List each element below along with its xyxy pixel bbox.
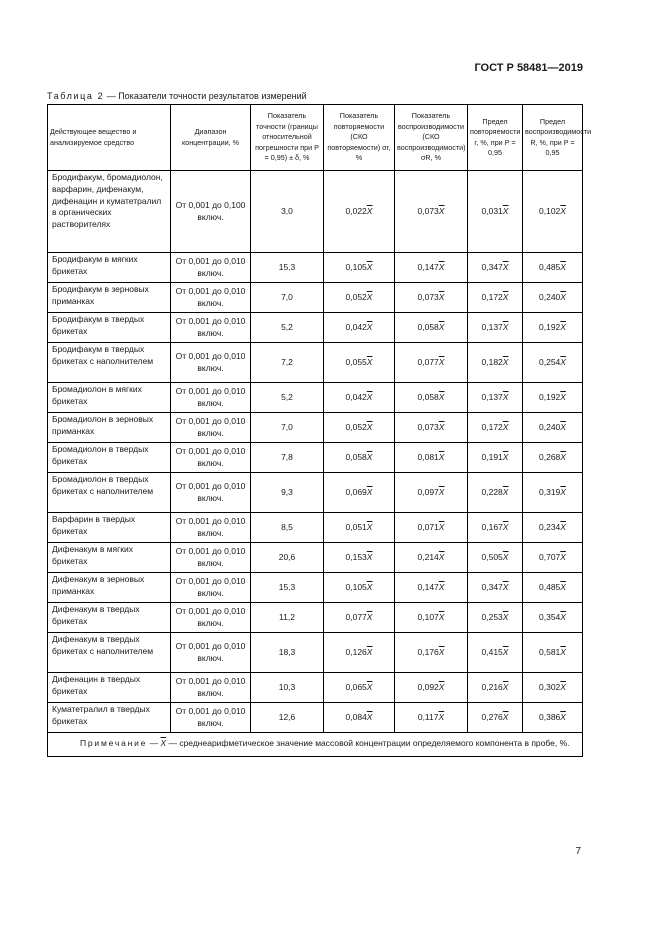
- r-cell: $0,276\overline{X}$: [468, 703, 523, 733]
- range-cell: От 0,001 до 0,010 включ.: [171, 473, 251, 513]
- range-cell: От 0,001 до 0,010 включ.: [171, 603, 251, 633]
- table-row: [48, 703, 583, 733]
- mean-symbol: $\overline{X}$: [502, 321, 509, 332]
- mean-symbol: $\overline{X}$: [438, 421, 445, 432]
- mean-symbol: $\overline{X}$: [560, 486, 566, 497]
- r-cell: $0,182\overline{X}$: [468, 343, 523, 383]
- mean-symbol: $\overline{X}$: [560, 261, 566, 272]
- sR-cell: $0,147\overline{X}$: [395, 253, 468, 283]
- table-row: [48, 473, 583, 513]
- delta-cell: 20,6: [251, 543, 324, 573]
- sr-cell: $0,084\overline{X}$: [324, 703, 395, 733]
- mean-symbol: $\overline{X}$: [366, 521, 373, 532]
- mean-symbol: $\overline{X}$: [502, 486, 509, 497]
- table-row: [48, 343, 583, 383]
- mean-symbol: $\overline{X}$: [366, 551, 373, 562]
- delta-cell: 10,3: [251, 673, 324, 703]
- r-cell: $0,415\overline{X}$: [468, 633, 523, 673]
- mean-symbol: $\overline{X}$: [502, 356, 509, 367]
- substance-cell: Дифенакум в мягких брикетах: [48, 543, 171, 573]
- mean-symbol: $\overline{X}$: [560, 321, 566, 332]
- sr-cell: $0,052\overline{X}$: [324, 413, 395, 443]
- R-cell: $0,240\overline{X}$: [523, 413, 583, 443]
- mean-symbol: $\overline{X}$: [438, 261, 445, 272]
- note-row: [48, 733, 583, 757]
- table-row: [48, 283, 583, 313]
- range-cell: От 0,001 до 0,010 включ.: [171, 283, 251, 313]
- sr-cell: $0,069\overline{X}$: [324, 473, 395, 513]
- delta-cell: 7,2: [251, 343, 324, 383]
- note-label: Примечание: [80, 738, 148, 748]
- R-cell: $0,485\overline{X}$: [523, 253, 583, 283]
- mean-symbol: $\overline{X}$: [502, 391, 509, 402]
- substance-cell: Дифенакум в твердых брикетах: [48, 603, 171, 633]
- mean-symbol: $\overline{X}$: [560, 711, 566, 722]
- sR-cell: $0,073\overline{X}$: [395, 413, 468, 443]
- sr-cell: $0,153\overline{X}$: [324, 543, 395, 573]
- delta-cell: 15,3: [251, 253, 324, 283]
- table-row: [48, 673, 583, 703]
- r-cell: $0,191\overline{X}$: [468, 443, 523, 473]
- mean-symbol: $\overline{X}$: [560, 205, 566, 216]
- sR-cell: $0,107\overline{X}$: [395, 603, 468, 633]
- r-cell: $0,216\overline{X}$: [468, 673, 523, 703]
- mean-symbol: $\overline{X}$: [502, 646, 509, 657]
- r-cell: $0,253\overline{X}$: [468, 603, 523, 633]
- column-header: Показатель воспроизводимости (СКО воспроизводимости) σR, %: [395, 105, 468, 171]
- r-cell: $0,172\overline{X}$: [468, 413, 523, 443]
- mean-symbol: $\overline{X}$: [502, 681, 509, 692]
- mean-symbol: $\overline{X}$: [438, 551, 445, 562]
- R-cell: $0,386\overline{X}$: [523, 703, 583, 733]
- range-cell: От 0,001 до 0,010 включ.: [171, 343, 251, 383]
- substance-cell: Бромадиолон в твердых брикетах с наполнителем: [48, 473, 171, 513]
- r-cell: $0,505\overline{X}$: [468, 543, 523, 573]
- table-row: [48, 253, 583, 283]
- mean-symbol: $\overline{X}$: [502, 551, 509, 562]
- delta-cell: 15,3: [251, 573, 324, 603]
- column-header: Диапазон концентрации, %: [171, 105, 251, 171]
- mean-symbol: $\overline{X}$: [366, 356, 373, 367]
- note-text: — среднеарифметическое значение массовой концентрации определяемого компонента в пробе, %.: [166, 738, 570, 748]
- table-row: [48, 513, 583, 543]
- mean-symbol: $\overline{X}$: [560, 551, 566, 562]
- mean-symbol: $\overline{X}$: [502, 711, 509, 722]
- R-cell: $0,192\overline{X}$: [523, 313, 583, 343]
- substance-cell: Варфарин в твердых брикетах: [48, 513, 171, 543]
- sR-cell: $0,097\overline{X}$: [395, 473, 468, 513]
- sR-cell: $0,176\overline{X}$: [395, 633, 468, 673]
- document-code: ГОСТ Р 58481—2019: [474, 62, 583, 74]
- mean-symbol: $\overline{X}$: [560, 611, 566, 622]
- delta-cell: 9,3: [251, 473, 324, 513]
- sr-cell: $0,077\overline{X}$: [324, 603, 395, 633]
- mean-symbol: $\overline{X}$: [366, 321, 373, 332]
- R-cell: $0,240\overline{X}$: [523, 283, 583, 313]
- sr-cell: $0,055\overline{X}$: [324, 343, 395, 383]
- mean-symbol: $\overline{X}$: [366, 261, 373, 272]
- substance-cell: Бродифакум в мягких брикетах: [48, 253, 171, 283]
- r-cell: $0,137\overline{X}$: [468, 313, 523, 343]
- mean-symbol: $\overline{X}$: [366, 205, 373, 216]
- table-row: [48, 573, 583, 603]
- mean-symbol: $\overline{X}$: [438, 711, 445, 722]
- table-note: Примечание — $\overline{X}$ — среднеарифметическое значение массовой концентрации определяемого компонента в пробе, %.: [48, 733, 583, 757]
- sR-cell: $0,147\overline{X}$: [395, 573, 468, 603]
- range-cell: От 0,001 до 0,010 включ.: [171, 313, 251, 343]
- substance-cell: Куматетралил в твердых брикетах: [48, 703, 171, 733]
- table-caption: [47, 91, 307, 101]
- range-cell: От 0,001 до 0,010 включ.: [171, 543, 251, 573]
- substance-cell: Дифенакум в зерновых приманках: [48, 573, 171, 603]
- sR-cell: $0,077\overline{X}$: [395, 343, 468, 383]
- delta-cell: 18,3: [251, 633, 324, 673]
- range-cell: От 0,001 до 0,100 включ.: [171, 171, 251, 253]
- mean-symbol: $\overline{X}$: [438, 391, 445, 402]
- sr-cell: $0,052\overline{X}$: [324, 283, 395, 313]
- mean-symbol: $\overline{X}$: [560, 451, 566, 462]
- R-cell: $0,254\overline{X}$: [523, 343, 583, 383]
- mean-symbol: $\overline{X}$: [366, 421, 373, 432]
- r-cell: $0,167\overline{X}$: [468, 513, 523, 543]
- sR-cell: $0,058\overline{X}$: [395, 383, 468, 413]
- substance-cell: Бродифакум в твердых брикетах: [48, 313, 171, 343]
- mean-symbol: $\overline{X}$: [502, 291, 509, 302]
- mean-symbol: $\overline{X}$: [502, 611, 509, 622]
- substance-cell: Бромадиолон в твердых брикетах: [48, 443, 171, 473]
- sr-cell: $0,042\overline{X}$: [324, 313, 395, 343]
- r-cell: $0,172\overline{X}$: [468, 283, 523, 313]
- delta-cell: 11,2: [251, 603, 324, 633]
- mean-symbol: $\overline{X}$: [366, 611, 373, 622]
- mean-symbol: $\overline{X}$: [502, 261, 509, 272]
- mean-symbol: $\overline{X}$: [160, 738, 167, 748]
- R-cell: $0,707\overline{X}$: [523, 543, 583, 573]
- R-cell: $0,485\overline{X}$: [523, 573, 583, 603]
- range-cell: От 0,001 до 0,010 включ.: [171, 633, 251, 673]
- sR-cell: $0,073\overline{X}$: [395, 171, 468, 253]
- sr-cell: $0,022\overline{X}$: [324, 171, 395, 253]
- mean-symbol: $\overline{X}$: [560, 421, 566, 432]
- sR-cell: $0,058\overline{X}$: [395, 313, 468, 343]
- delta-cell: 5,2: [251, 313, 324, 343]
- mean-symbol: $\overline{X}$: [438, 291, 445, 302]
- delta-cell: 7,8: [251, 443, 324, 473]
- table-row: [48, 313, 583, 343]
- r-cell: $0,137\overline{X}$: [468, 383, 523, 413]
- range-cell: От 0,001 до 0,010 включ.: [171, 703, 251, 733]
- table-row: [48, 603, 583, 633]
- mean-symbol: $\overline{X}$: [502, 521, 509, 532]
- mean-symbol: $\overline{X}$: [438, 681, 445, 692]
- sR-cell: $0,081\overline{X}$: [395, 443, 468, 473]
- page-number: 7: [575, 846, 581, 857]
- table-row: [48, 171, 583, 253]
- sr-cell: $0,126\overline{X}$: [324, 633, 395, 673]
- R-cell: $0,319\overline{X}$: [523, 473, 583, 513]
- delta-cell: 7,0: [251, 413, 324, 443]
- mean-symbol: $\overline{X}$: [366, 681, 373, 692]
- mean-symbol: $\overline{X}$: [438, 646, 445, 657]
- R-cell: $0,581\overline{X}$: [523, 633, 583, 673]
- delta-cell: 5,2: [251, 383, 324, 413]
- table-row: [48, 543, 583, 573]
- sR-cell: $0,092\overline{X}$: [395, 673, 468, 703]
- sr-cell: $0,065\overline{X}$: [324, 673, 395, 703]
- column-header: Действующее вещество и анализируемое средство: [48, 105, 171, 171]
- mean-symbol: $\overline{X}$: [438, 521, 445, 532]
- R-cell: $0,354\overline{X}$: [523, 603, 583, 633]
- substance-cell: Дифенацин в твердых брикетах: [48, 673, 171, 703]
- mean-symbol: $\overline{X}$: [560, 681, 566, 692]
- mean-symbol: $\overline{X}$: [366, 646, 373, 657]
- substance-cell: Дифенакум в твердых брикетах с наполнителем: [48, 633, 171, 673]
- accuracy-table: [47, 104, 592, 757]
- sr-cell: $0,105\overline{X}$: [324, 573, 395, 603]
- mean-symbol: $\overline{X}$: [438, 356, 445, 367]
- range-cell: От 0,001 до 0,010 включ.: [171, 513, 251, 543]
- range-cell: От 0,001 до 0,010 включ.: [171, 673, 251, 703]
- substance-cell: Бромадиолон в зерновых приманках: [48, 413, 171, 443]
- substance-cell: Бродифакум в зерновых приманках: [48, 283, 171, 313]
- R-cell: $0,102\overline{X}$: [523, 171, 583, 253]
- table-row: [48, 383, 583, 413]
- mean-symbol: $\overline{X}$: [560, 356, 566, 367]
- mean-symbol: $\overline{X}$: [502, 421, 509, 432]
- mean-symbol: $\overline{X}$: [560, 291, 566, 302]
- r-cell: $0,228\overline{X}$: [468, 473, 523, 513]
- range-cell: От 0,001 до 0,010 включ.: [171, 443, 251, 473]
- substance-cell: Бродифакум, бромадиолон, варфарин, дифенакум, дифенацин и куматетралил в органических растворителях: [48, 171, 171, 253]
- sr-cell: $0,105\overline{X}$: [324, 253, 395, 283]
- delta-cell: 8,5: [251, 513, 324, 543]
- r-cell: $0,347\overline{X}$: [468, 253, 523, 283]
- table-row: [48, 413, 583, 443]
- mean-symbol: $\overline{X}$: [502, 581, 509, 592]
- mean-symbol: $\overline{X}$: [366, 581, 373, 592]
- sR-cell: $0,073\overline{X}$: [395, 283, 468, 313]
- column-header: Предел повторяемости r, %, при P = 0,95: [468, 105, 523, 171]
- sR-cell: $0,117\overline{X}$: [395, 703, 468, 733]
- mean-symbol: $\overline{X}$: [560, 646, 566, 657]
- range-cell: От 0,001 до 0,010 включ.: [171, 383, 251, 413]
- mean-symbol: $\overline{X}$: [366, 451, 373, 462]
- R-cell: $0,192\overline{X}$: [523, 383, 583, 413]
- table-row: [48, 443, 583, 473]
- range-cell: От 0,001 до 0,010 включ.: [171, 573, 251, 603]
- r-cell: $0,031\overline{X}$: [468, 171, 523, 253]
- mean-symbol: $\overline{X}$: [502, 205, 509, 216]
- sR-cell: $0,071\overline{X}$: [395, 513, 468, 543]
- R-cell: $0,268\overline{X}$: [523, 443, 583, 473]
- table-row: [48, 633, 583, 673]
- table-caption-text: — Показатели точности результатов измерений: [104, 91, 307, 101]
- mean-symbol: $\overline{X}$: [438, 611, 445, 622]
- R-cell: $0,234\overline{X}$: [523, 513, 583, 543]
- mean-symbol: $\overline{X}$: [438, 321, 445, 332]
- column-header: Показатель повторяемости (СКО повторяемости) σr, %: [324, 105, 395, 171]
- column-header: Показатель точности (границы относительной погрешности при P = 0,95) ± δ, %: [251, 105, 324, 171]
- mean-symbol: $\overline{X}$: [366, 291, 373, 302]
- delta-cell: 12,6: [251, 703, 324, 733]
- R-cell: $0,302\overline{X}$: [523, 673, 583, 703]
- table-caption-label: Таблица 2: [47, 91, 105, 101]
- mean-symbol: $\overline{X}$: [438, 486, 445, 497]
- column-header: Предел воспроизводимости R, %, при P = 0,95: [523, 105, 583, 171]
- sR-cell: $0,214\overline{X}$: [395, 543, 468, 573]
- substance-cell: Бродифакум в твердых брикетах с наполнителем: [48, 343, 171, 383]
- sr-cell: $0,051\overline{X}$: [324, 513, 395, 543]
- range-cell: От 0,001 до 0,010 включ.: [171, 253, 251, 283]
- substance-cell: Бромадиолон в мягких брикетах: [48, 383, 171, 413]
- mean-symbol: $\overline{X}$: [560, 521, 566, 532]
- mean-symbol: $\overline{X}$: [438, 451, 445, 462]
- mean-symbol: $\overline{X}$: [560, 581, 566, 592]
- mean-symbol: $\overline{X}$: [438, 205, 445, 216]
- mean-symbol: $\overline{X}$: [502, 451, 509, 462]
- mean-symbol: $\overline{X}$: [366, 391, 373, 402]
- r-cell: $0,347\overline{X}$: [468, 573, 523, 603]
- sr-cell: $0,042\overline{X}$: [324, 383, 395, 413]
- table-header-row: [48, 105, 583, 171]
- mean-symbol: $\overline{X}$: [560, 391, 566, 402]
- sr-cell: $0,058\overline{X}$: [324, 443, 395, 473]
- mean-symbol: $\overline{X}$: [438, 581, 445, 592]
- delta-cell: 3,0: [251, 171, 324, 253]
- mean-symbol: $\overline{X}$: [366, 486, 373, 497]
- mean-symbol: $\overline{X}$: [366, 711, 373, 722]
- range-cell: От 0,001 до 0,010 включ.: [171, 413, 251, 443]
- delta-cell: 7,0: [251, 283, 324, 313]
